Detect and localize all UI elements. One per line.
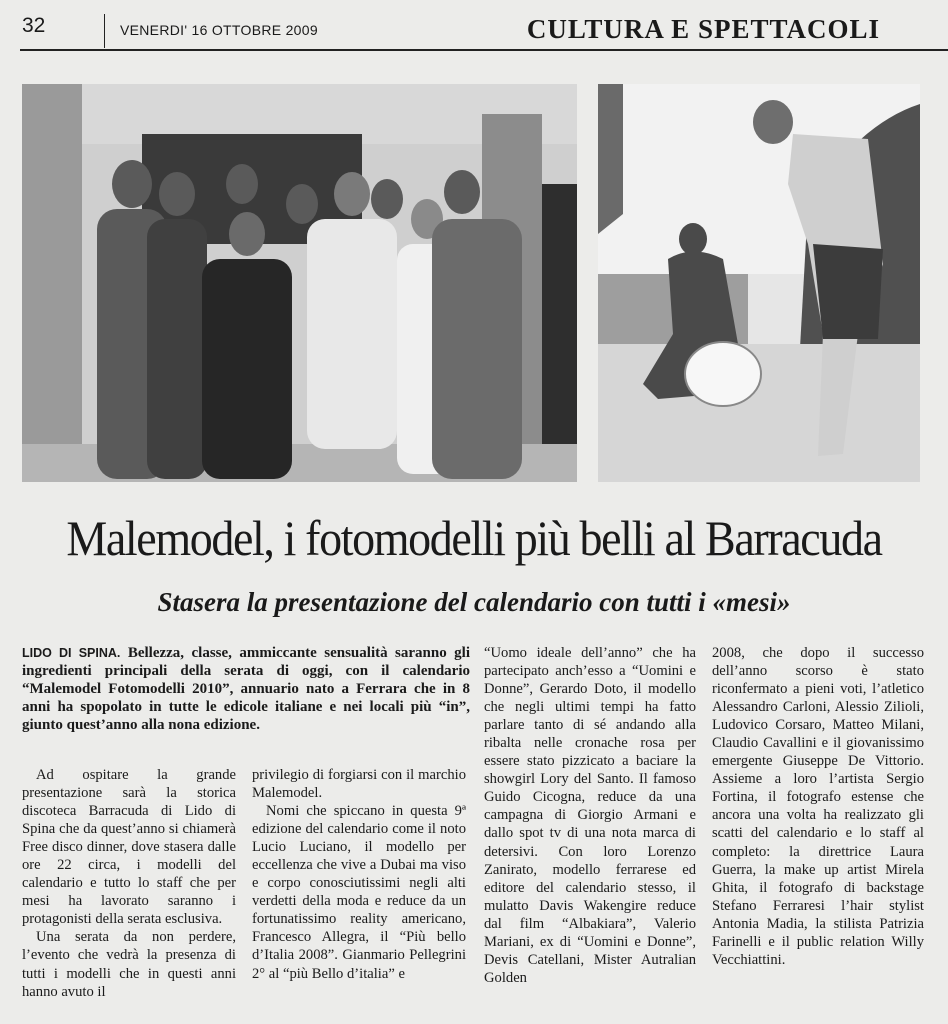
beach-photo [598, 84, 920, 482]
header-rule [20, 49, 948, 51]
lead-text: Bellezza, classe, ammiccante sensualità saranno gli ingredienti principali della serata di oggi, con il calendario “Malemodel Fotomodelli 2010”, annuario nato a Ferrara che in 8 anni ha spopolato in tutte le edicole italiane e nei locali più “in”, giunto quest’anno alla nona edizione. [22, 645, 471, 734]
paragraph: privilegio di forgiarsi con il marchio Malemodel. [252, 767, 466, 802]
section-title: CULTURA E SPETTACOLI [526, 14, 880, 44]
text-column-3 [484, 644, 696, 987]
page-number: 32 [22, 14, 46, 37]
text-column-2 [252, 766, 466, 983]
paragraph: “Uomo ideale dell’anno” che ha partecipato anch’esso a “Uomini e Donne”, Gerardo Doto, il modello che negli ultimi tempi ha fatto parlare tanto di sé andando alla ribalta nelle cronache rosa per essere stato pizzicato a baciare la showgirl Lory del Santo. Il famoso Guido Cicogna, reduce da una campagna di Giorgio Armani e dallo spot tv di una nota marca di detersivi. Con loro Lorenzo Zanirato, modello ferrarese ed editore del calendario stesso, il mulatto Davis Wakengire reduce dal film “Albakiara”, Valerio Mariani, ex di “Uomini e Donne”, Devis Catellani, Mister Autralian Golden [484, 645, 696, 986]
text-column-1 [22, 766, 236, 1001]
article-headline: Malemodel, i fotomodelli più belli al Barracuda [66, 510, 882, 566]
article-subheadline: Stasera la presentazione del calendario con tutti i «mesi» [157, 587, 791, 617]
paragraph: 2008, che dopo il successo dell’anno scorso è stato riconfermato a pieni voti, l’atletico Alessandro Carloni, Alessio Zilioli, Ludovico Corsaro, Matteo Milani, Claudio Cavallini e il giovanissimo emergente Giuseppe De Vittorio. Assieme a loro l’artista Sergio Fortina, il fotografo estense che ancora una volta ha realizzato gli scatti del calendario e lo staff al completo: la direttrice Laura Guerra, la make up artist Mirela Ghita, il fotografo di backstage Stefano Ferraresi l’hair stylist Antonia Madia, la stilista Patrizia Farinelli e il public relation Willy Vecchiattini. [712, 645, 924, 968]
page-header [0, 0, 948, 52]
paragraph: Ad ospitare la grande presentazione sarà la storica discoteca Barracuda di Lido di Spina che da quest’anno si chiamerà Free disco dinner, dove stasera dalle ore 22 circa, i modelli del calendario e tutto lo staff che per mesi ha lavorato saranno i protagonisti della serata esclusiva. [22, 767, 236, 928]
paragraph: Una serata da non perdere, l’evento che vedrà la presenza di tutti i modelli che in questi anni hanno avuto il [22, 929, 236, 1000]
text-column-4 [712, 644, 924, 969]
issue-date: VENERDI' 16 OTTOBRE 2009 [120, 22, 318, 38]
paragraph: Nomi che spiccano in questa 9ª edizione del calendario come il noto Lucio Luciano, il modello per eccellenza che vive a Dubai ma viso e corpo conosciutissimi negli alti verdetti della moda e reduce da un fortunatissimo reality americano, Francesco Allegra, il “Più bello d’Italia 2008”. Gianmario Pellegrini 2° al “più Bello d’italia” e [252, 803, 466, 982]
group-photo [22, 84, 577, 482]
article-dateline: LIDO DI SPINA. [22, 646, 121, 660]
article-lead [22, 644, 470, 734]
header-divider [104, 14, 105, 48]
